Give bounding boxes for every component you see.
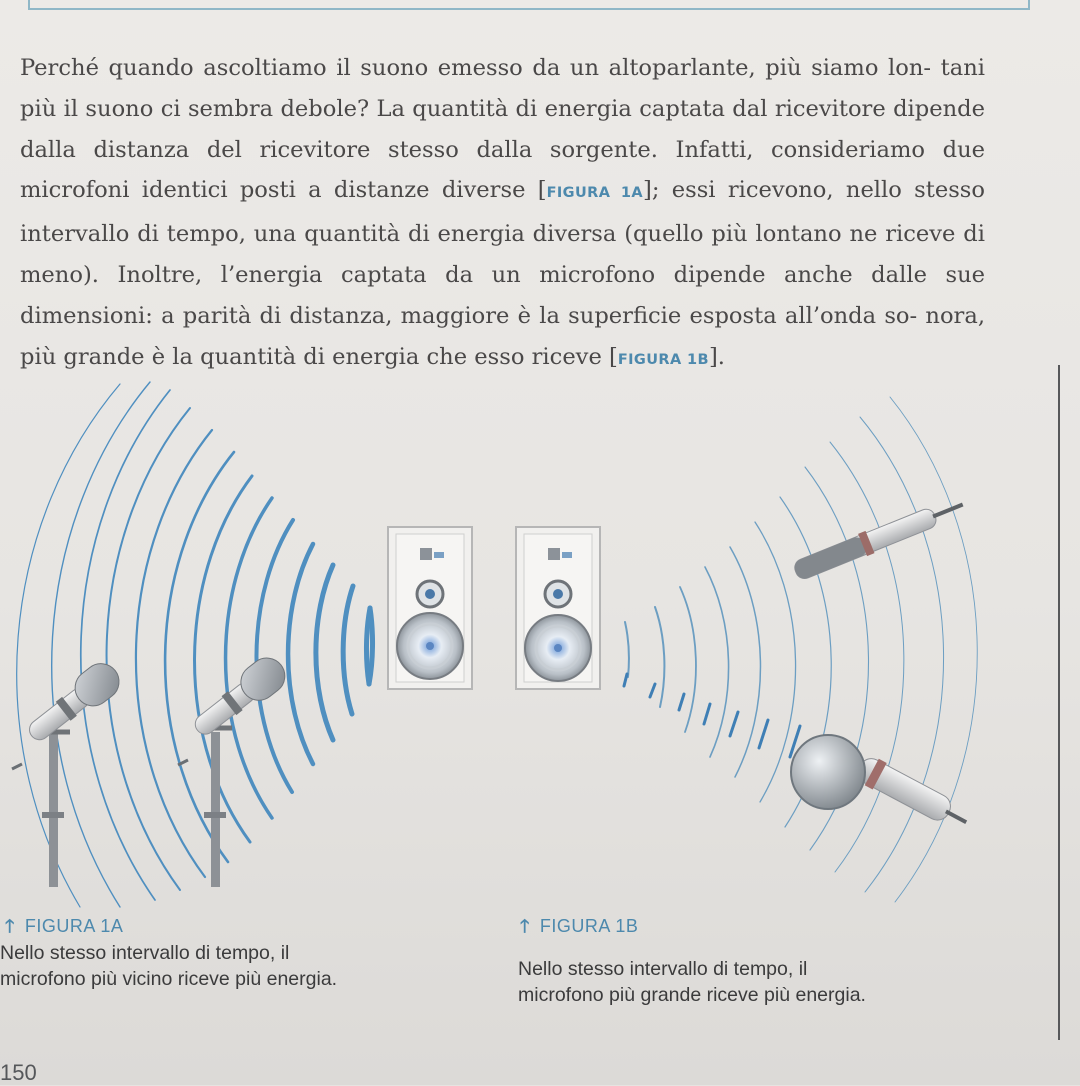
wave-arc-3: [316, 565, 333, 740]
right-sound-waves: [625, 397, 977, 902]
wave-arc-r4: [705, 567, 729, 757]
right-wave-highlight-ticks: [624, 674, 800, 757]
figure-1b-caption-line-1: Nello stesso intervallo di tempo, il: [518, 958, 808, 980]
top-frame-rule: [28, 0, 1030, 10]
wave-arc-r10: [860, 417, 944, 892]
figure-1a-caption-line-1: Nello stesso intervallo di tempo, il: [0, 942, 290, 964]
wave-arc-1: [366, 608, 370, 684]
wave-arc-r5: [730, 547, 760, 777]
body-paragraph: [20, 48, 985, 380]
loudspeaker-left: [388, 527, 472, 689]
wave-arc-10: [107, 408, 190, 890]
loudspeaker-right: [516, 527, 600, 689]
up-arrow-icon: 🡑: [520, 916, 530, 936]
figure-1a-label: FIGURA 1A: [24, 916, 124, 936]
figure-1b-caption-line-2: microfono più grande riceve più energia.: [518, 984, 866, 1006]
wave-arc-9: [136, 430, 212, 877]
small-microphone: [791, 493, 967, 583]
figure-1b-label: FIGURA 1B: [539, 916, 639, 936]
up-arrow-icon: 🡑: [5, 916, 15, 936]
figure-1b-reference: FIGURA 1B: [617, 351, 709, 368]
left-sound-waves: [17, 382, 373, 907]
wave-arc-11: [81, 390, 170, 900]
figure-1a-reference: FIGURA 1A: [546, 185, 644, 202]
wave-arc-r2: [655, 607, 664, 707]
figure-1a-caption-line-2: microfono più vicino riceve più energia.: [0, 968, 338, 990]
large-microphone: [791, 735, 973, 835]
figure-1a-caption: [0, 940, 337, 992]
far-microphone: [12, 656, 126, 887]
wave-arc-r1: [625, 622, 629, 677]
wave-arc-13: [17, 384, 120, 907]
wave-arc-4: [288, 544, 313, 764]
figure-1b-title: [520, 914, 638, 944]
wave-arc-r11: [890, 397, 977, 902]
wave-arc-2: [343, 586, 353, 714]
body-text-part-3: ].: [708, 343, 725, 370]
body-text-part-2: ]; essi ricevono, nello stesso intervallo di tempo, una quantità di energia diversa (quello più lontano ne riceve di meno). Inoltre, l’energia captata da un microfono dipende anche dalle sue dimensioni: a parità di distanza, maggiore è la superficie esposta all’onda so- nora, più grande è la quantità di energia che esso riceve [: [20, 177, 986, 370]
figure-1b-caption: [518, 956, 866, 1008]
wave-arc-r3: [680, 587, 696, 732]
body-text-part-1: Perché quando ascoltiamo il suono emesso da un altoparlante, più siamo lon- tani più il suono ci sembra debole? La quantità di energia captata dal ricevitore dipende dalla distanza del ricevitore stesso dalla sorgente. Infatti, consideriamo due microfoni identici posti a distanze diverse [: [20, 55, 985, 204]
page-number: 150: [0, 1060, 37, 1085]
sound-waves-illustration: [0, 372, 1080, 912]
wave-arc-7: [195, 476, 252, 842]
